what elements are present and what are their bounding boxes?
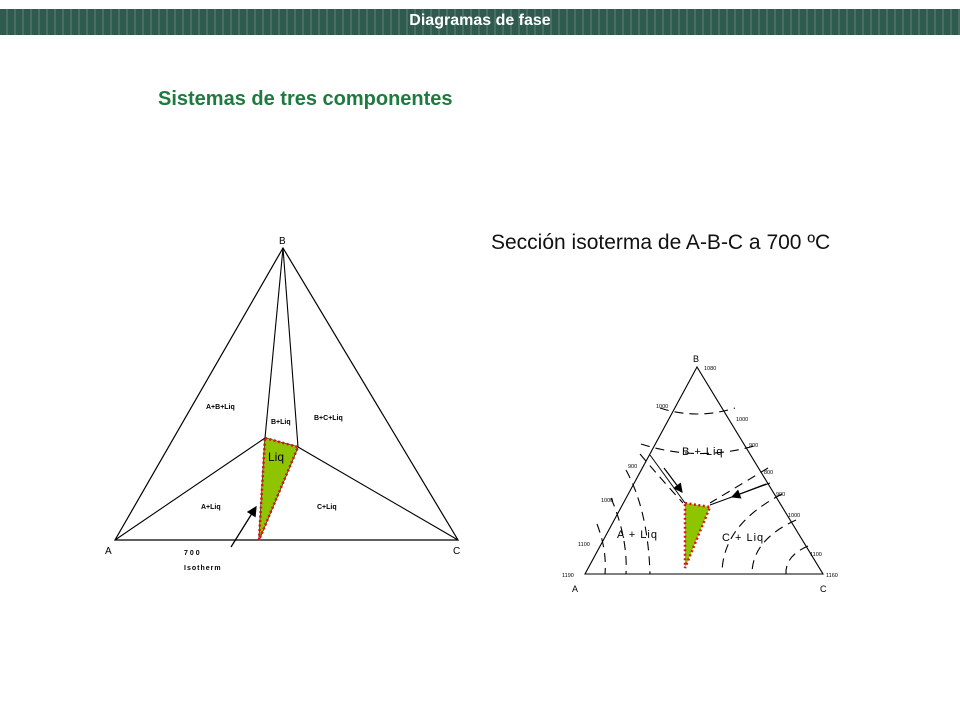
left-region-b-liq: B+Liq — [271, 419, 291, 426]
right-temp-b: 1080 — [704, 366, 717, 372]
right-right-tick-label: 1100 — [810, 552, 822, 558]
right-vertex-a: A — [572, 584, 579, 594]
right-right-tick-label: 800 — [764, 470, 774, 476]
left-tie-b-liq-left — [265, 248, 283, 438]
right-temp-a: 1190 — [562, 573, 574, 579]
right-vertex-b: B — [693, 354, 700, 364]
right-left-tick-label: 1100 — [578, 542, 590, 548]
right-left-tick-label: 1000 — [656, 404, 669, 410]
left-region-a-liq: A+Liq — [201, 504, 221, 511]
left-region-bc-liq: B+C+Liq — [314, 415, 343, 422]
slide-subtitle: Sistemas de tres componentes — [158, 88, 453, 110]
right-right-tick-label: 900 — [776, 492, 786, 498]
left-tie-a-liq — [115, 438, 265, 540]
right-tie-left — [650, 455, 685, 503]
left-ternary-diagram — [105, 236, 460, 572]
right-ternary-diagram — [562, 354, 838, 594]
right-arrow-left — [664, 468, 682, 492]
right-region-b-liq: B + Liq — [682, 446, 724, 458]
left-vertex-c: C — [453, 546, 461, 557]
left-vertex-b: B — [279, 236, 286, 247]
right-vertex-c: C — [820, 584, 827, 594]
left-tie-b-liq-right — [283, 248, 298, 447]
diagram-caption: Sección isoterma de A-B-C a 700 ºC — [491, 231, 831, 254]
left-tie-c-liq — [298, 447, 458, 540]
right-region-a-liq: A + Liq — [617, 529, 658, 541]
left-region-liq: Liq — [268, 450, 285, 464]
right-region-c-liq: C + Liq — [722, 532, 765, 544]
right-arrow-right — [732, 484, 766, 497]
header-title: Diagramas de fase — [409, 12, 551, 29]
right-isotherm-contours — [597, 408, 808, 574]
right-triangle-outline — [585, 367, 823, 574]
right-right-tick-label: 1000 — [736, 417, 749, 423]
right-liquid-region — [685, 503, 710, 568]
right-right-tick-label: 900 — [749, 443, 759, 449]
left-region-c-liq: C+Liq — [317, 504, 337, 511]
left-isotherm-label: Isotherm — [184, 565, 222, 572]
left-isotherm-arrow — [231, 507, 256, 547]
left-region-ab-liq: A+B+Liq — [206, 404, 235, 411]
right-left-tick-label: 1000 — [601, 498, 614, 504]
right-right-tick-label: 1000 — [788, 513, 801, 519]
right-temp-c: 1160 — [826, 573, 838, 579]
right-left-tick-label: 900 — [628, 464, 638, 470]
left-vertex-a: A — [105, 546, 112, 557]
left-temp-label: 700 — [184, 550, 202, 557]
